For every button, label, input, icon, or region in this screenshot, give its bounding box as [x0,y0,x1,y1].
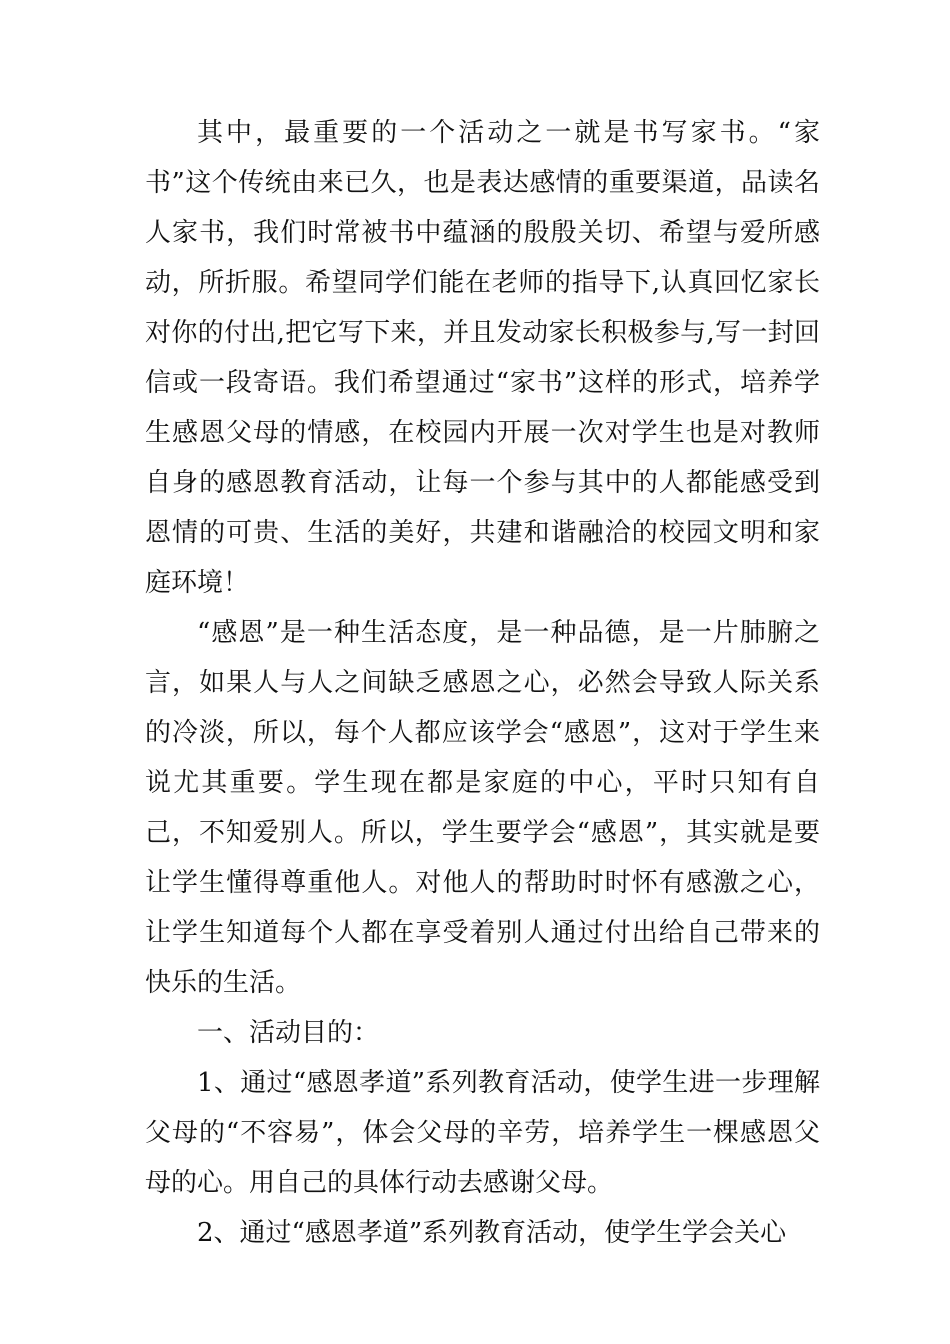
section-heading-activity-purpose: 一、活动目的： [197,1018,380,1048]
list-item-purpose-2: 2、通过“感恩孝道”系列教育活动，使学生学会关心 [197,1218,787,1248]
document-body [145,108,820,1258]
paragraph-gratitude-attitude: “感恩”是一种生活态度，是一种品德，是一片肺腑之言，如果人与人之间缺乏感恩之心，必然会导致人际关系的冷淡，所以，每个人都应该学会“感恩”，这对于学生来说尤其重要。学生现在都是家庭的中心，平时只知有自己，不知爱别人。所以，学生要学会“感恩”，其实就是要让学生懂得尊重他人。对他人的帮助时时怀有感激之心，让学生知道每个人都在享受着别人通过付出给自己带来的快乐的生活。 [145,618,820,998]
list-item-purpose-1: 1、通过“感恩孝道”系列教育活动，使学生进一步理解父母的“不容易”，体会父母的辛劳，培养学生一棵感恩父母的心。用自己的具体行动去感谢父母。 [145,1068,820,1198]
paragraph-family-letter: 其中，最重要的一个活动之一就是书写家书。“家书”这个传统由来已久，也是表达感情的重要渠道，品读名人家书，我们时常被书中蕴涵的殷殷关切、希望与爱所感动，所折服。希望同学们能在老师的指导下,认真回忆家长对你的付出,把它写下来，并且发动家长积极参与,写一封回信或一段寄语。我们希望通过“家书”这样的形式，培养学生感恩父母的情感，在校园内开展一次对学生也是对教师自身的感恩教育活动，让每一个参与其中的人都能感受到恩情的可贵、生活的美好，共建和谐融洽的校园文明和家庭环境！ [145,118,820,598]
